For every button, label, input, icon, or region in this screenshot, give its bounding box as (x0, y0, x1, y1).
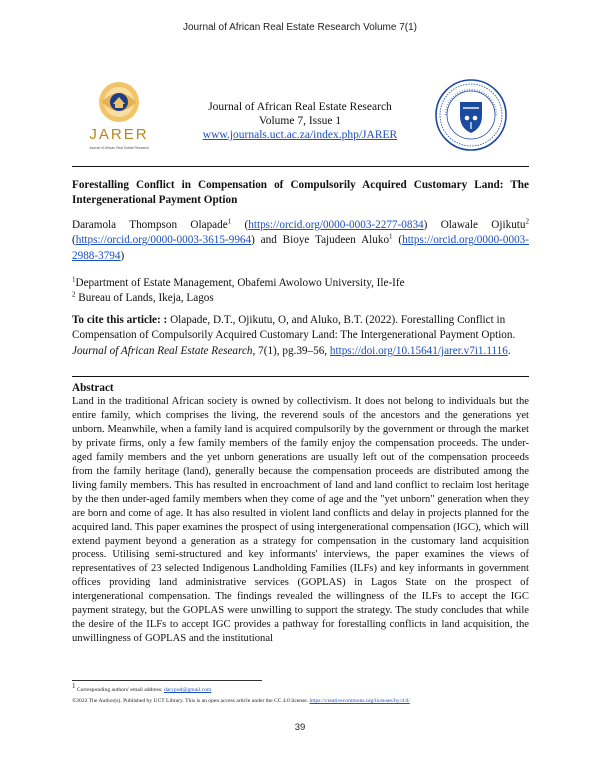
citation-label: To cite this article: : (72, 314, 168, 326)
author-name: Olawale Ojikutu (440, 219, 526, 231)
jarer-tagline: Journal of African Real Estate Research (88, 146, 150, 150)
email-link[interactable]: darypod@gmail.com (163, 687, 212, 693)
citation-text: , 7(1), pg.39–56, (252, 344, 328, 357)
author-affiliation-sup: 1 (227, 217, 232, 226)
uct-seal-icon (434, 78, 508, 152)
jarer-logo (80, 78, 158, 160)
article-title: Forestalling Conflict in Compensation of Compulsorily Acquired Customary Land: The Intergenerational Payment Option (72, 179, 529, 206)
author-affiliation-sup: 2 (525, 217, 529, 226)
license-link[interactable]: https://creativecommons.org/licenses/by/4.0/ (309, 698, 410, 704)
affiliation-sup: 1 (72, 275, 76, 284)
abstract-heading: Abstract (72, 382, 114, 394)
citation-text: Olapade, D.T., Ojikutu, O, and Aluko, B.T. (2022). Forestalling Conflict in Compensation of Compulsorily Acquired Customary Land: The Intergenerational Payment Option. (72, 314, 516, 342)
affiliations (72, 276, 529, 306)
author-affiliation-sup: 1 (389, 232, 393, 241)
journal-name: Journal of African Real Estate Research (208, 101, 392, 113)
journal-url-link[interactable]: www.journals.uct.ac.za/index.php/JARER (202, 129, 398, 141)
footnote-label: Corresponding authors' email address: (75, 687, 164, 693)
affiliation-item (72, 276, 529, 291)
citation-journal: Journal of African Real Estate Research (72, 344, 253, 357)
orcid-link[interactable]: https://orcid.org/0000-0003-3615-9964 (75, 234, 252, 247)
citation-divider (72, 376, 529, 377)
affiliation-text: Bureau of Lands, Ikeja, Lagos (75, 292, 214, 304)
running-header: Journal of African Real Estate Research Volume 7(1) (182, 22, 417, 33)
citation-end: . (507, 344, 511, 357)
footnote (72, 682, 542, 695)
license-text: ©2022 The Author(s). Published by UCT Library. This is an open access article under the CC 4.0 license. (72, 698, 310, 704)
author-conjunction: and (260, 234, 277, 247)
author-name: Daramola Thompson Olapade (72, 219, 228, 231)
author-name: Bioye Tajudeen Aluko (282, 234, 390, 247)
orcid-link[interactable]: https://orcid.org/0000-0003-2277-0834 (248, 219, 424, 231)
header-divider (72, 166, 529, 167)
footnote-sup: 1 (72, 682, 76, 691)
journal-volume: Volume 7, Issue 1 (258, 115, 342, 127)
globe-house-logo-icon (80, 78, 158, 160)
author-list: Daramola Thompson Olapade$^1$ (https://orcid.org/0000-0003-2277-0834) Olawale Ojikutu$^2$ (https://orcid.org/0000-0003-3615-9964) and Bioye Tajudeen Aluko$^1$ (https://orcid.org/0000-0003-2988-3794) (72, 217, 529, 262)
page-number: 39 (294, 722, 306, 733)
affiliation-sup: 2 (72, 290, 76, 299)
journal-info (170, 100, 430, 142)
uct-seal (434, 78, 508, 152)
affiliation-text: Department of Estate Management, Obafemi Awolowo University, Ile-Ife (75, 277, 405, 289)
doi-link[interactable]: https://doi.org/10.15641/jarer.v7i1.1116 (329, 344, 508, 357)
license-note (72, 697, 542, 706)
footnote-divider (72, 680, 262, 681)
jarer-wordmark: JARER (89, 126, 149, 143)
abstract-text: Land in the traditional African society is owned by collectivism. It does not belong to individuals but the entire family, which comprises the living, the reverend souls of the ancestors and the generations yet unborn. Meanwhile, when a family land is acquired compulsorily by the government or through the market by private firms, only a few family members of the family enjoy the compensation proceeds. The under-aged family members and the yet unborn generations are usually left out of the compensation proceeds from the family heritage (land), generally because the compensation proceeds are distributed among the living family members. This has resulted in encroachment of land and land conflict to reclaim lost heritage by the then under-aged family members when they come of age and the "yet unborn" generation when they are born and come of age. It has also resulted in violent land conflicts and delay in projects planned for the acquired land. This paper examines the prospect of using intergenerational compensation (IGC), which will extend payment beyond a generation as a strategy for compensation in the customary land acquisition process. Utilising semi-structured and key informants' interviews, the paper examines the views of representatives of 23 selected Indigenous Landholding Families (ILFs) and key informants in government offices providing land administrative services (GOPLAS) in Lagos State on the prospect of intergenerational compensation. The findings revealed the willingness of the ILFs to accept the IGC payment strategy, but the GOPLAS were unwilling to support the strategy. The study concludes that while the desire of the ILFs to accept IGC provides a pathway for forestalling conflicts in land acquisition, the unwillingness of GOPLAS and the institutional (72, 396, 529, 645)
affiliation-item (72, 291, 529, 306)
citation-block (72, 313, 529, 359)
orcid-link[interactable]: https://orcid.org/0000-0003-2988-3794 (72, 234, 529, 262)
